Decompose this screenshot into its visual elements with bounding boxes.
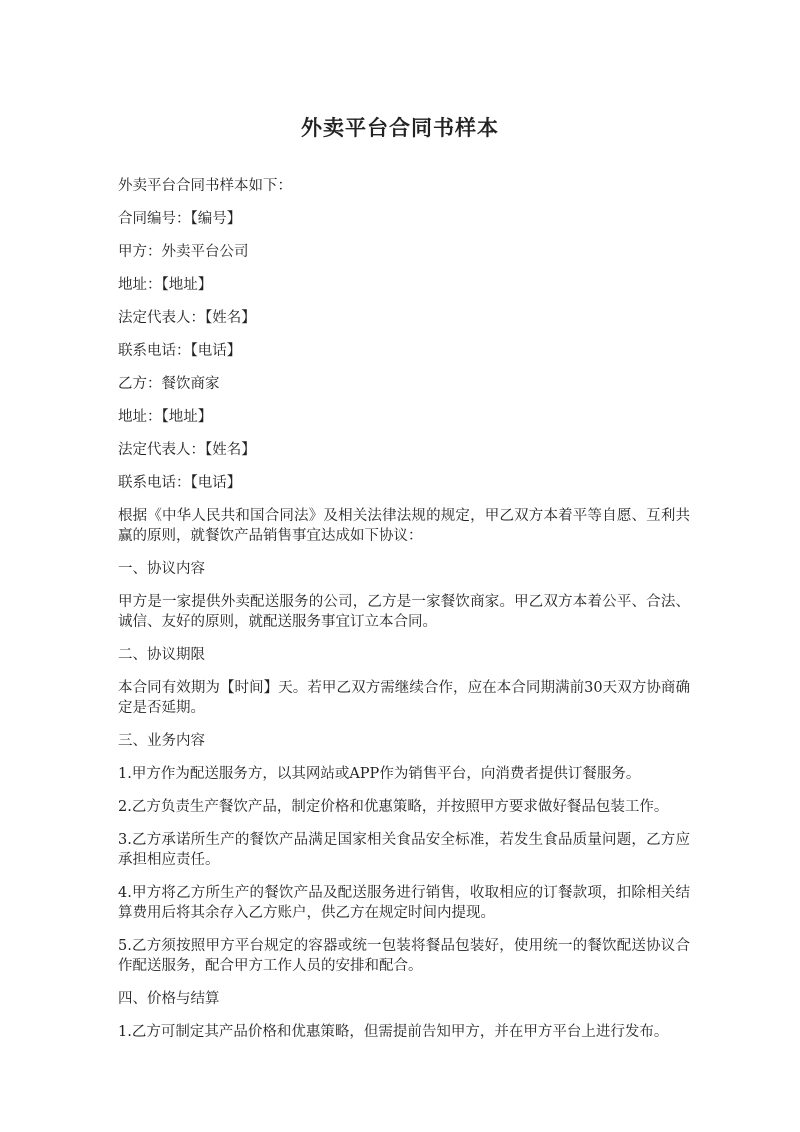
intro-line: 外卖平台合同书样本如下：: [118, 178, 292, 194]
document-title: 外卖平台合同书样本: [301, 115, 499, 140]
preamble-paragraph: 根据《中华人民共和国合同法》及相关法律法规的规定，甲乙双方本着平等自愿、互利共赢的原则，就餐饮产品销售事宜达成如下协议：: [118, 508, 690, 544]
body-paragraph: 本合同有效期为【时间】天。若甲乙双方需继续合作，应在本合同期满前30天双方协商确定是否延期。: [118, 680, 690, 716]
clause-item: 1.乙方可制定其产品价格和优惠策略，但需提前告知甲方，并在甲方平台上进行发布。: [118, 1024, 669, 1040]
party-b-phone: 联系电话：【电话】: [118, 475, 242, 491]
party-b: 乙方：餐饮商家: [118, 376, 220, 392]
section-heading: 一、协议内容: [118, 561, 205, 577]
section-heading: 二、协议期限: [118, 647, 205, 663]
party-a-representative: 法定代表人：【姓名】: [118, 310, 256, 326]
clause-item: 5.乙方须按照甲方平台规定的容器或统一包装将餐品包装好，使用统一的餐饮配送协议合作配送服务，配合甲方工作人员的安排和配合。: [118, 938, 690, 974]
body-paragraph: 甲方是一家提供外卖配送服务的公司，乙方是一家餐饮商家。甲乙双方本着公平、合法、诚信、友好的原则，就配送服务事宜订立本合同。: [118, 594, 690, 630]
contract-number: 合同编号：【编号】: [118, 211, 242, 227]
clause-item: 3.乙方承诺所生产的餐饮产品满足国家相关食品安全标准，若发生食品质量问题，乙方应承担相应责任。: [118, 832, 690, 868]
section-heading: 三、业务内容: [118, 733, 205, 749]
party-a: 甲方：外卖平台公司: [118, 244, 249, 260]
clause-item: 1.甲方作为配送服务方，以其网站或APP作为销售平台，向消费者提供订餐服务。: [118, 766, 641, 782]
party-b-representative: 法定代表人：【姓名】: [118, 442, 256, 458]
clause-item: 4.甲方将乙方所生产的餐饮产品及配送服务进行销售，收取相应的订餐款项，扣除相关结算费用后将其余存入乙方账户，供乙方在规定时间内提现。: [118, 885, 690, 921]
section-heading: 四、价格与结算: [118, 991, 220, 1007]
party-b-address: 地址：【地址】: [118, 409, 213, 425]
party-a-phone: 联系电话：【电话】: [118, 343, 242, 359]
party-a-address: 地址：【地址】: [118, 277, 213, 293]
document-body: [118, 176, 690, 1055]
clause-item: 2.乙方负责生产餐饮产品，制定价格和优惠策略，并按照甲方要求做好餐品包装工作。: [118, 799, 669, 815]
